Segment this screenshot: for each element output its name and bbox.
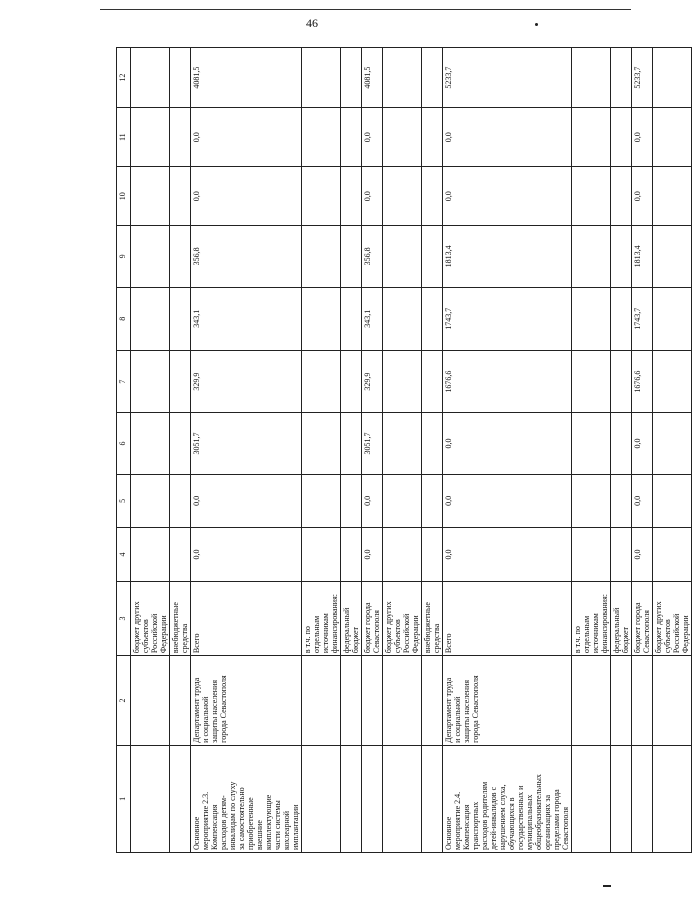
measure-cell	[572, 745, 611, 852]
column-header: 1	[117, 745, 131, 852]
table-row	[302, 48, 341, 853]
value-cell	[572, 287, 611, 350]
value-cell	[302, 167, 341, 226]
executor-cell	[653, 656, 692, 746]
value-cell: 0,0	[443, 528, 572, 582]
value-cell: 0,0	[362, 108, 383, 167]
column-header: 8	[117, 287, 131, 350]
value-cell	[572, 474, 611, 528]
value-cell	[131, 287, 170, 350]
source-cell: бюджет других субъектов Российской Федерации	[383, 581, 422, 655]
column-header: 6	[117, 413, 131, 474]
value-cell: 0,0	[191, 167, 302, 226]
value-cell	[383, 528, 422, 582]
value-cell: 0,0	[443, 413, 572, 474]
value-cell	[131, 350, 170, 412]
source-cell: федеральный бюджет	[611, 581, 632, 655]
value-cell: 0,0	[443, 167, 572, 226]
value-cell: 0,0	[632, 474, 653, 528]
value-cell	[302, 108, 341, 167]
value-cell: 0,0	[632, 413, 653, 474]
value-cell: 5233,7	[632, 48, 653, 108]
value-cell	[611, 287, 632, 350]
executor-cell	[632, 656, 653, 746]
value-cell	[131, 108, 170, 167]
measure-cell	[422, 745, 443, 852]
measure-cell	[362, 745, 383, 852]
executor-cell	[422, 656, 443, 746]
value-cell	[422, 226, 443, 287]
table-row	[383, 48, 422, 853]
source-cell: в т.ч. по отдельным источникам финансирования:	[572, 581, 611, 655]
value-cell	[572, 528, 611, 582]
value-cell	[131, 413, 170, 474]
value-cell	[383, 413, 422, 474]
value-cell	[341, 350, 362, 412]
value-cell	[341, 108, 362, 167]
value-cell	[341, 413, 362, 474]
value-cell	[131, 528, 170, 582]
measure-cell	[341, 745, 362, 852]
value-cell	[131, 167, 170, 226]
value-cell	[383, 48, 422, 108]
measure-cell	[131, 745, 170, 852]
measure-cell	[632, 745, 653, 852]
measure-cell	[170, 745, 191, 852]
value-cell	[302, 350, 341, 412]
value-cell	[341, 474, 362, 528]
value-cell	[383, 287, 422, 350]
value-cell	[302, 413, 341, 474]
value-cell: 329,9	[191, 350, 302, 412]
executor-cell: Департамент труда и социальной защиты населения города Севастополя	[443, 656, 572, 746]
column-header: 12	[117, 48, 131, 108]
source-cell: бюджет других субъектов Российской Федерации	[653, 581, 692, 655]
value-cell	[170, 474, 191, 528]
source-cell: бюджет других субъектов Российской Федерации	[131, 581, 170, 655]
value-cell	[131, 48, 170, 108]
value-cell	[611, 528, 632, 582]
value-cell: 0,0	[443, 474, 572, 528]
value-cell: 0,0	[191, 528, 302, 582]
source-cell: Всего	[191, 581, 302, 655]
header-row	[117, 48, 131, 853]
column-header: 10	[117, 167, 131, 226]
value-cell: 1813,4	[632, 226, 653, 287]
value-cell	[572, 48, 611, 108]
value-cell	[170, 528, 191, 582]
value-cell	[170, 350, 191, 412]
value-cell	[653, 350, 692, 412]
value-cell	[302, 474, 341, 528]
value-cell	[653, 413, 692, 474]
top-rule	[100, 9, 631, 10]
value-cell	[131, 226, 170, 287]
executor-cell	[302, 656, 341, 746]
value-cell	[422, 48, 443, 108]
value-cell	[383, 350, 422, 412]
value-cell	[422, 350, 443, 412]
value-cell: 0,0	[362, 474, 383, 528]
rotated-table-area	[116, 47, 690, 853]
source-cell: внебюджетные средства	[170, 581, 191, 655]
value-cell: 4081,5	[191, 48, 302, 108]
value-cell	[653, 474, 692, 528]
value-cell	[302, 226, 341, 287]
measure-cell	[653, 745, 692, 852]
value-cell	[170, 48, 191, 108]
value-cell	[422, 413, 443, 474]
value-cell	[383, 226, 422, 287]
value-cell: 3051,7	[191, 413, 302, 474]
value-cell	[422, 528, 443, 582]
source-cell: в т.ч. по отдельным источникам финансирования:	[302, 581, 341, 655]
speck-mark	[535, 23, 538, 26]
column-header: 7	[117, 350, 131, 412]
value-cell: 0,0	[632, 528, 653, 582]
column-header: 2	[117, 656, 131, 746]
executor-cell	[131, 656, 170, 746]
value-cell	[422, 167, 443, 226]
value-cell	[611, 167, 632, 226]
value-cell: 1676,6	[632, 350, 653, 412]
source-cell: внебюджетные средства	[422, 581, 443, 655]
value-cell: 0,0	[443, 108, 572, 167]
table-row	[422, 48, 443, 853]
measure-cell	[383, 745, 422, 852]
value-cell: 1676,6	[443, 350, 572, 412]
table-row	[362, 48, 383, 853]
value-cell: 3051,7	[362, 413, 383, 474]
measure-cell	[611, 745, 632, 852]
value-cell	[170, 287, 191, 350]
value-cell	[611, 413, 632, 474]
value-cell	[383, 474, 422, 528]
page-number: 46	[306, 16, 318, 30]
value-cell: 356,8	[191, 226, 302, 287]
value-cell	[170, 108, 191, 167]
source-cell: бюджет города Севастополя	[632, 581, 653, 655]
value-cell	[383, 167, 422, 226]
value-cell: 0,0	[632, 167, 653, 226]
value-cell	[131, 474, 170, 528]
value-cell	[653, 287, 692, 350]
value-cell	[611, 350, 632, 412]
executor-cell	[572, 656, 611, 746]
value-cell	[170, 413, 191, 474]
value-cell	[572, 108, 611, 167]
value-cell: 0,0	[632, 108, 653, 167]
value-cell: 5233,7	[443, 48, 572, 108]
value-cell	[611, 48, 632, 108]
value-cell	[341, 287, 362, 350]
measure-cell: Основное мероприятие 2.4. Компенсация транспортных расходов родителям детей-инвалидов с нарушением слуха, обучающихся в государственных и муниципальных общеобразовательных организациях за пределами города Севастополя	[443, 745, 572, 852]
speck-mark	[603, 885, 611, 887]
column-header: 3	[117, 581, 131, 655]
value-cell	[170, 226, 191, 287]
column-header: 9	[117, 226, 131, 287]
value-cell	[611, 226, 632, 287]
value-cell	[302, 287, 341, 350]
source-cell: федеральный бюджет	[341, 581, 362, 655]
value-cell	[653, 167, 692, 226]
value-cell	[302, 48, 341, 108]
value-cell	[572, 413, 611, 474]
value-cell	[422, 287, 443, 350]
measure-cell: Основное мероприятие 2.3. Компенсация расходов детям- инвалидам по слуху за самостоятельно приобретенные внешние комплектующие части системы кохлеарной имплантации	[191, 745, 302, 852]
value-cell	[611, 108, 632, 167]
value-cell	[422, 474, 443, 528]
column-header: 11	[117, 108, 131, 167]
value-cell	[653, 528, 692, 582]
value-cell: 0,0	[362, 167, 383, 226]
value-cell	[341, 226, 362, 287]
value-cell	[341, 48, 362, 108]
table-row	[632, 48, 653, 853]
financing-table	[116, 47, 692, 853]
value-cell	[611, 474, 632, 528]
value-cell	[341, 528, 362, 582]
executor-cell	[383, 656, 422, 746]
value-cell: 0,0	[191, 474, 302, 528]
rotated-table-wrapper	[116, 47, 690, 853]
value-cell	[383, 108, 422, 167]
source-cell: бюджет города Севастополя	[362, 581, 383, 655]
value-cell: 343,1	[191, 287, 302, 350]
executor-cell: Департамент труда и социальной защиты населения города Севастополя	[191, 656, 302, 746]
value-cell	[302, 528, 341, 582]
table-row	[653, 48, 692, 853]
source-cell: Всего	[443, 581, 572, 655]
value-cell: 0,0	[362, 528, 383, 582]
value-cell: 356,8	[362, 226, 383, 287]
value-cell: 1813,4	[443, 226, 572, 287]
value-cell: 329,9	[362, 350, 383, 412]
column-header: 5	[117, 474, 131, 528]
value-cell: 343,1	[362, 287, 383, 350]
value-cell	[422, 108, 443, 167]
value-cell	[653, 48, 692, 108]
measure-cell	[302, 745, 341, 852]
value-cell	[572, 350, 611, 412]
executor-cell	[341, 656, 362, 746]
value-cell	[572, 167, 611, 226]
value-cell	[653, 108, 692, 167]
table-row	[572, 48, 611, 853]
executor-cell	[611, 656, 632, 746]
value-cell: 0,0	[191, 108, 302, 167]
column-header: 4	[117, 528, 131, 582]
executor-cell	[170, 656, 191, 746]
table-row	[131, 48, 170, 853]
table-row	[191, 48, 302, 853]
table-row	[170, 48, 191, 853]
value-cell: 1743,7	[443, 287, 572, 350]
value-cell	[341, 167, 362, 226]
value-cell	[653, 226, 692, 287]
value-cell: 1743,7	[632, 287, 653, 350]
executor-cell	[362, 656, 383, 746]
value-cell: 4081,5	[362, 48, 383, 108]
table-row	[341, 48, 362, 853]
value-cell	[170, 167, 191, 226]
table-row	[611, 48, 632, 853]
table-row	[443, 48, 572, 853]
value-cell	[572, 226, 611, 287]
